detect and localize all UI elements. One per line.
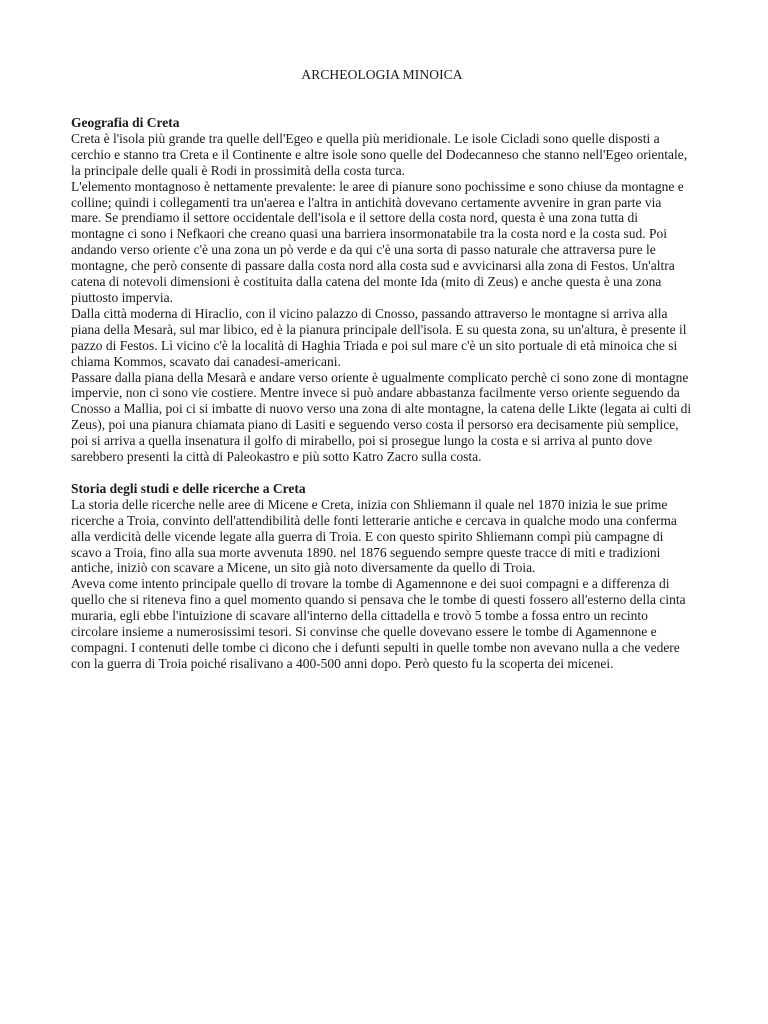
- document-page: [71, 67, 693, 672]
- paragraph: L'elemento montagnoso è nettamente prevalente: le aree di pianure sono pochissime e sono chiuse da montagne e colline; quindi i collegamenti tra un'aerea e l'altra in antichità dovevano certamente avvenire in gran parte via mare. Se prendiamo il settore occidentale dell'isola e il settore della costa nord, questa è una zona tutta di montagne ci sono i Nefkaori che creano quasi una barriera insormonatabile tra la costa nord e la costa sud. Poi andando verso oriente c'è una zona un pò verde e da qui c'è una sorta di passo naturale che attraversa pure le montagne, che però consente di passare dalla costa nord alla costa sud e avvicinarsi alla zona di Festos. Un'altra catena di notevoli dimensioni è costituita dalla catena del monte Ida (mito di Zeus) e anche questa è una zona piuttosto impervia.: [71, 178, 684, 305]
- document-title: ARCHEOLOGIA MINOICA: [301, 67, 463, 82]
- section-heading: Storia degli studi e delle ricerche a Creta: [71, 480, 306, 496]
- paragraph: Creta è l'isola più grande tra quelle dell'Egeo e quella più meridionale. Le isole Cicladi sono quelle disposti a cerchio e stanno tra Creta e il Continente e altre isole sono quelle del Dodecanneso che stanno nell'Egeo orientale, la principale delle quali è Rodi in prossimità della costa turca.: [71, 130, 688, 178]
- paragraph: La storia delle ricerche nelle aree di Micene e Creta, inizia con Shliemann il quale nel 1870 inizia le sue prime ricerche a Troia, convinto dell'attendibilità delle fonti letterarie antiche e cercava in qualche modo una conferma alla verdicità delle vicende legate alla guerra di Troia. E con questo spirito Shliemann compì più campagne di scavo a Troia, fino alla sua morte avvenuta 1890. nel 1876 seguendo sempre queste tracce di miti e tradizioni antiche, iniziò con scavare a Micene, un sito già noto diversamente da quello di Troia.: [71, 496, 677, 576]
- section-geografia-di-creta: [71, 115, 693, 465]
- paragraph: Dalla città moderna di Hiraclio, con il vicino palazzo di Cnosso, passando attraverso le montagne si arriva alla piana della Mesarà, sul mar libico, ed è la pianura principale dell'isola. E su questa zona, su un'altura, è presente il pazzo di Festos. Lì vicino c'è la località di Haghia Triada e poi sul mare c'è un sito portuale di età minoica che si chiama Kommos, scavato dai canadesi-americani.: [71, 305, 687, 369]
- section-heading: Geografia di Creta: [71, 115, 180, 130]
- section-storia-degli-studi: [71, 481, 693, 672]
- paragraph: Passare dalla piana della Mesarà e andare verso oriente è ugualmente complicato perchè ci sono zone di montagne impervie, non ci sono vie costiere. Mentre invece si può andare abbastanza facilmente verso oriente seguendo da Cnosso a Mallia, poi ci si imbatte di nuovo verso una zona di alte montagne, la catena delle Likte (legata ai culti di Zeus), poi una pianura chiamata piano di Lasiti e seguendo verso costa il persorso era decisamente più semplice, poi si arriva a quella insenatura il golfo di mirabello, poi si prosegue lungo la costa e si arriva al punto dove sarebbero presenti la città di Paleokastro e più sotto Katro Zacro sulla costa.: [71, 369, 692, 465]
- paragraph: Aveva come intento principale quello di trovare la tombe di Agamennone e dei suoi compagni e a differenza di quello che si riteneva fino a quel momento quando si pensava che le tombe di questi fossero all'esterno della cinta muraria, egli ebbe l'intuizione di scavare all'interno della cittadella e trovò 5 tombe a fossa entro un recinto circolare insieme a numerosissimi tesori. Si convinse che quelle dovevano essere le tombe di Agamennone e compagni. I contenuti delle tombe ci dicono che i defunti sepulti in quelle tombe non avevano nulla a che vedere con la guerra di Troia poiché risalivano a 400-500 anni dopo. Però questo fu la scoperta dei micenei.: [71, 576, 686, 671]
